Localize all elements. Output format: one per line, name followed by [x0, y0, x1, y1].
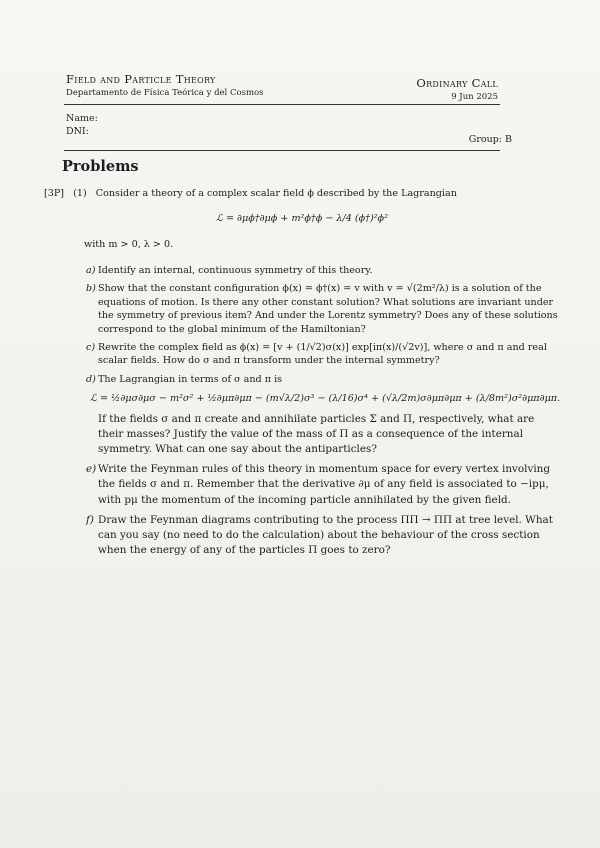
list-item — [72, 341, 560, 368]
dni-label: DNI: — [66, 126, 89, 137]
item-text: Show that the constant configuration ϕ(x) = ϕ†(x) = v with v = √(2m²/λ) is a solution of the equations of motion. Is there any other constant solution? What solutions are invariant under the symmetry of previous item? And under the Lorentz symmetry? Does any of these solutions correspond to the global minimum of the Hamiltonian? — [98, 283, 558, 335]
problem-number: (1) — [73, 188, 87, 199]
course-title: Field and Particle Theory — [66, 72, 216, 86]
item-label: a) — [86, 265, 96, 276]
department: Departamento de Física Teórica y del Cosmos — [66, 88, 264, 98]
item-text: Identify an internal, continuous symmetry of this theory. — [98, 265, 373, 276]
problem-intro-text: Consider a theory of a complex scalar field ϕ described by the Lagrangian — [95, 188, 457, 199]
course-header — [66, 72, 264, 98]
item-label: f) — [86, 513, 94, 526]
item-label: b) — [86, 283, 96, 295]
list-item — [72, 462, 560, 508]
list-item — [72, 282, 560, 336]
call-type: Ordinary Call — [416, 76, 498, 90]
exam-date: 9 Jun 2025 — [451, 92, 498, 102]
problem-points: [3P] — [44, 188, 65, 199]
header-rule — [64, 104, 500, 105]
list-item — [72, 513, 560, 559]
section-title: Problems — [62, 158, 139, 175]
list-item — [72, 373, 560, 457]
item-text: Write the Feynman rules of this theory in momentum space for every vertex involving the fields σ and π. Remember that the derivative ∂μ of any field is associated to −ipμ, with pμ the momentum of the incoming particle annihilated by the given field. — [98, 463, 551, 506]
item-text-continued: If the fields σ and π create and annihilate particles Σ and Π, respectively, what are their masses? Justify the value of the mass of Π as a consequence of the internal symmetry. What can one say about the antiparticles? — [98, 412, 535, 456]
student-fields — [66, 112, 98, 138]
item-label: e) — [86, 463, 97, 476]
item-text: Draw the Feynman diagrams contributing to the process ΠΠ → ΠΠ at tree level. What can you say (no need to do the calculation) about the behaviour of the cross section when the energy of any of the particles Π goes to zero? — [98, 513, 553, 557]
call-header — [416, 76, 498, 102]
problem-intro — [44, 188, 457, 199]
item-label: c) — [86, 342, 96, 354]
sigma-pi-lagrangian: ℒ = ½∂μσ∂μσ − m²σ² + ½∂μπ∂μπ − (m√λ/2)σ³ − (λ/16)σ⁴ + (√λ/2m)σ∂μπ∂μπ + (λ/8m²)σ²∂μπ∂μπ. — [90, 393, 561, 405]
item-text: Rewrite the complex field as ϕ(x) = [v + (1/√2)σ(x)] exp[iπ(x)/(√2v)], where σ and π and real scalar fields. How do σ and π transform under the internal symmetry? — [98, 342, 547, 367]
conditions: with m > 0, λ > 0. — [84, 239, 174, 250]
lagrangian: ℒ = ∂μϕ†∂μϕ + m²ϕ†ϕ − λ/4 (ϕ†)²ϕ² — [216, 213, 388, 224]
list-item — [72, 264, 560, 277]
student-rule — [64, 150, 500, 151]
item-text: The Lagrangian in terms of σ and π is — [98, 373, 283, 385]
group-label: Group: B — [468, 134, 512, 145]
item-label: d) — [86, 373, 96, 385]
problem-items — [72, 264, 560, 563]
name-label: Name: — [66, 113, 98, 124]
